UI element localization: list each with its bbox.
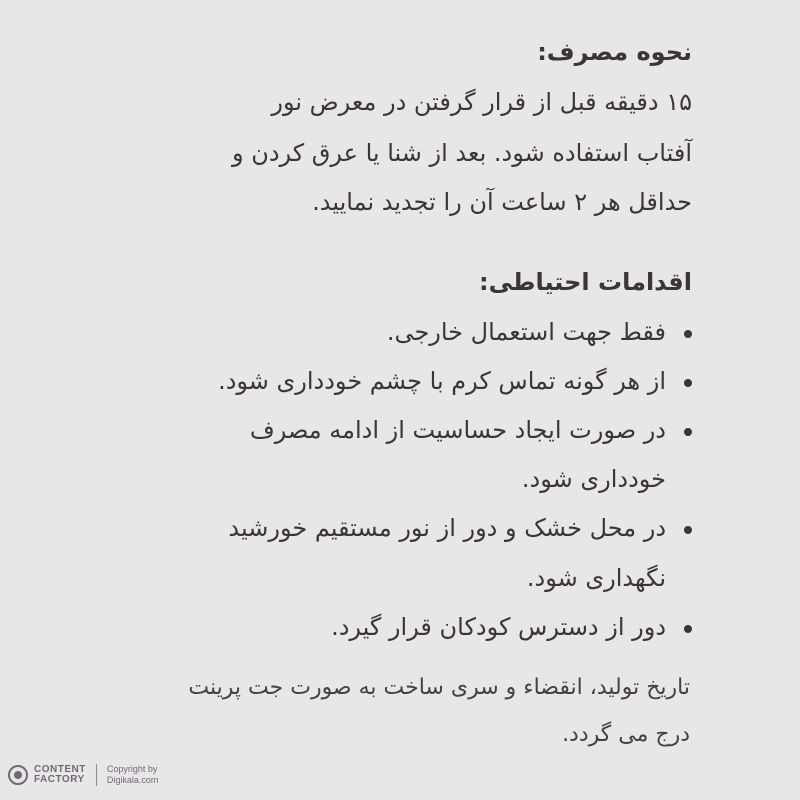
precaution-item-3-line-1: در صورت ایجاد حساسیت از ادامه مصرف [249, 416, 666, 444]
watermark-copyright-bottom: Digikala.com [106, 775, 159, 785]
watermark-divider [96, 764, 97, 786]
usage-heading: نحوه مصرف: [537, 38, 692, 66]
production-note-line-1: تاریخ تولید، انقضاء و سری ساخت به صورت جت پرینت [188, 675, 690, 700]
watermark-brand [34, 765, 86, 785]
production-note-line-2: درج می گردد. [562, 722, 690, 747]
precaution-item-3-line-2: خودداری شود. [521, 465, 666, 493]
watermark-copyright [107, 764, 159, 786]
precaution-item-2: از هر گونه تماس کرم با چشم خودداری شود. [218, 367, 666, 395]
precaution-item-5: دور از دسترس کودکان قرار گیرد. [331, 613, 666, 641]
precaution-item-4-line-2: نگهداری شود. [526, 564, 666, 592]
usage-line-1: ۱۵ دقیقه قبل از قرار گرفتن در معرض نور [271, 88, 692, 116]
bullet-dot [684, 526, 692, 534]
precaution-item-1: فقط جهت استعمال خارجی. [386, 318, 666, 346]
watermark [8, 764, 158, 786]
precaution-item-4-line-1: در محل خشک و دور از نور مستقیم خورشید [228, 514, 666, 542]
watermark-brand-bottom: FACTORY [34, 774, 85, 785]
content-factory-logo-icon [8, 765, 28, 785]
watermark-brand-top: CONTENT [34, 764, 86, 775]
bullet-dot [684, 428, 692, 436]
precautions-heading: اقدامات احتیاطی: [479, 268, 692, 296]
usage-line-3: حداقل هر ۲ ساعت آن را تجدید نمایید. [312, 188, 692, 216]
bullet-dot [684, 379, 692, 387]
usage-line-2: آفتاب استفاده شود. بعد از شنا یا عرق کردن و [231, 139, 692, 167]
bullet-dot [684, 625, 692, 633]
bullet-dot [684, 330, 692, 338]
watermark-copyright-top: Copyright by [106, 764, 158, 774]
